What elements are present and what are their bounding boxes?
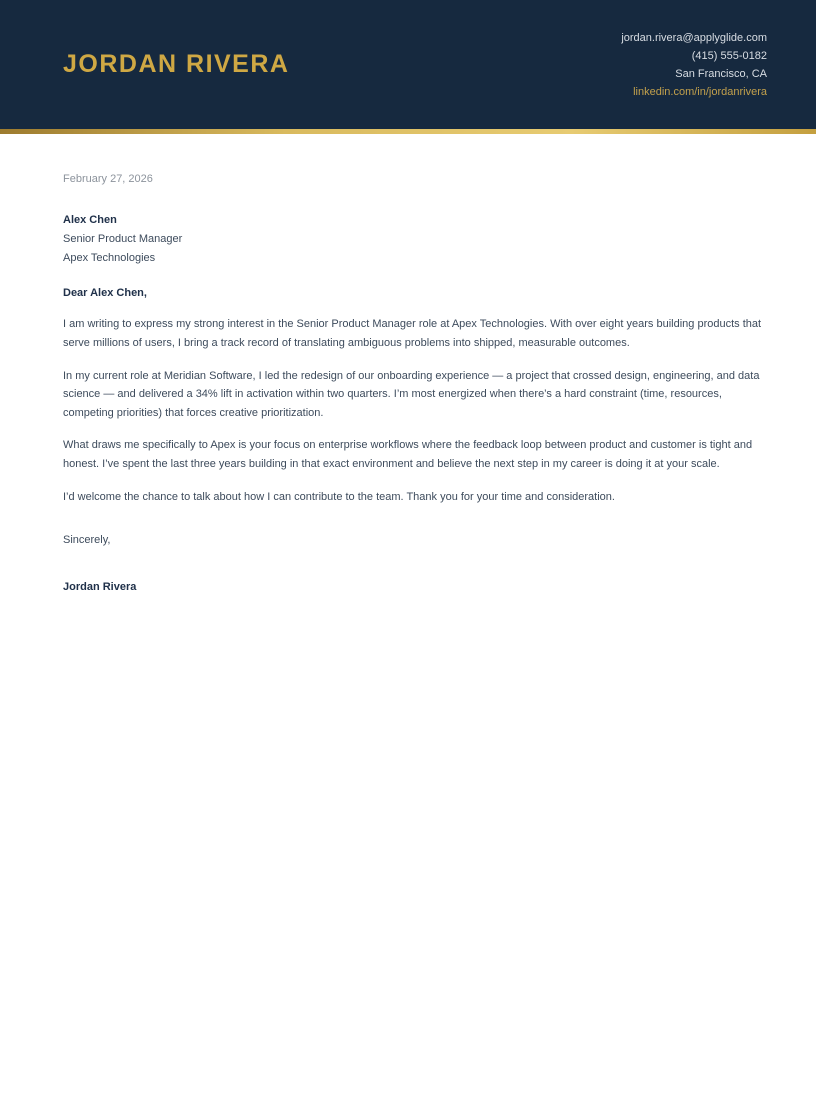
closing: Sincerely,	[63, 534, 111, 547]
contact-phone: (415) 555-0182	[691, 49, 767, 62]
recipient-title: Senior Product Manager	[63, 232, 183, 245]
applicant-name: JORDAN RIVERA	[63, 50, 290, 78]
contact-email: jordan.rivera@applyglide.com	[621, 31, 767, 44]
paragraph-cta: I’d welcome the chance to talk about how I can contribute to the team. Thank you for your time and consideration.	[63, 490, 615, 503]
paragraph-motivation: What draws me specifically to Apex is your focus on enterprise workflows where the feedback loop between product and customer is tight and honest. I’ve spent the last three years building in that exact environment and believe the next step in my career is doing it at your scale.	[63, 439, 753, 470]
paragraph-intro: I am writing to express my strong interest in the Senior Product Manager role at Apex Technologies. With over eight years building products that serve millions of users, I bring a track record of translating ambiguous problems into shipped, measurable outcomes.	[63, 318, 762, 349]
paragraph-experience: In my current role at Meridian Software, I led the redesign of our onboarding experience — a project that crossed design, engineering, and data science — and delivered a 34% lift in activation within two quarters. I’m most energized when there’s a hard constraint (time, resources, competing priorities) that forces creative prioritization.	[63, 369, 760, 419]
letter-body	[0, 134, 816, 595]
contact-location: San Francisco, CA	[675, 67, 767, 80]
salutation: Dear Alex Chen,	[63, 287, 147, 300]
contact-block	[621, 29, 767, 101]
recipient-block	[63, 211, 767, 267]
linkedin-link[interactable]: linkedin.com/in/jordanrivera	[633, 85, 767, 98]
recipient-company: Apex Technologies	[63, 251, 156, 264]
letter-header	[0, 0, 816, 134]
letter-date: February 27, 2026	[63, 173, 153, 185]
recipient-name: Alex Chen	[63, 214, 117, 226]
signature-name: Jordan Rivera	[63, 581, 137, 594]
